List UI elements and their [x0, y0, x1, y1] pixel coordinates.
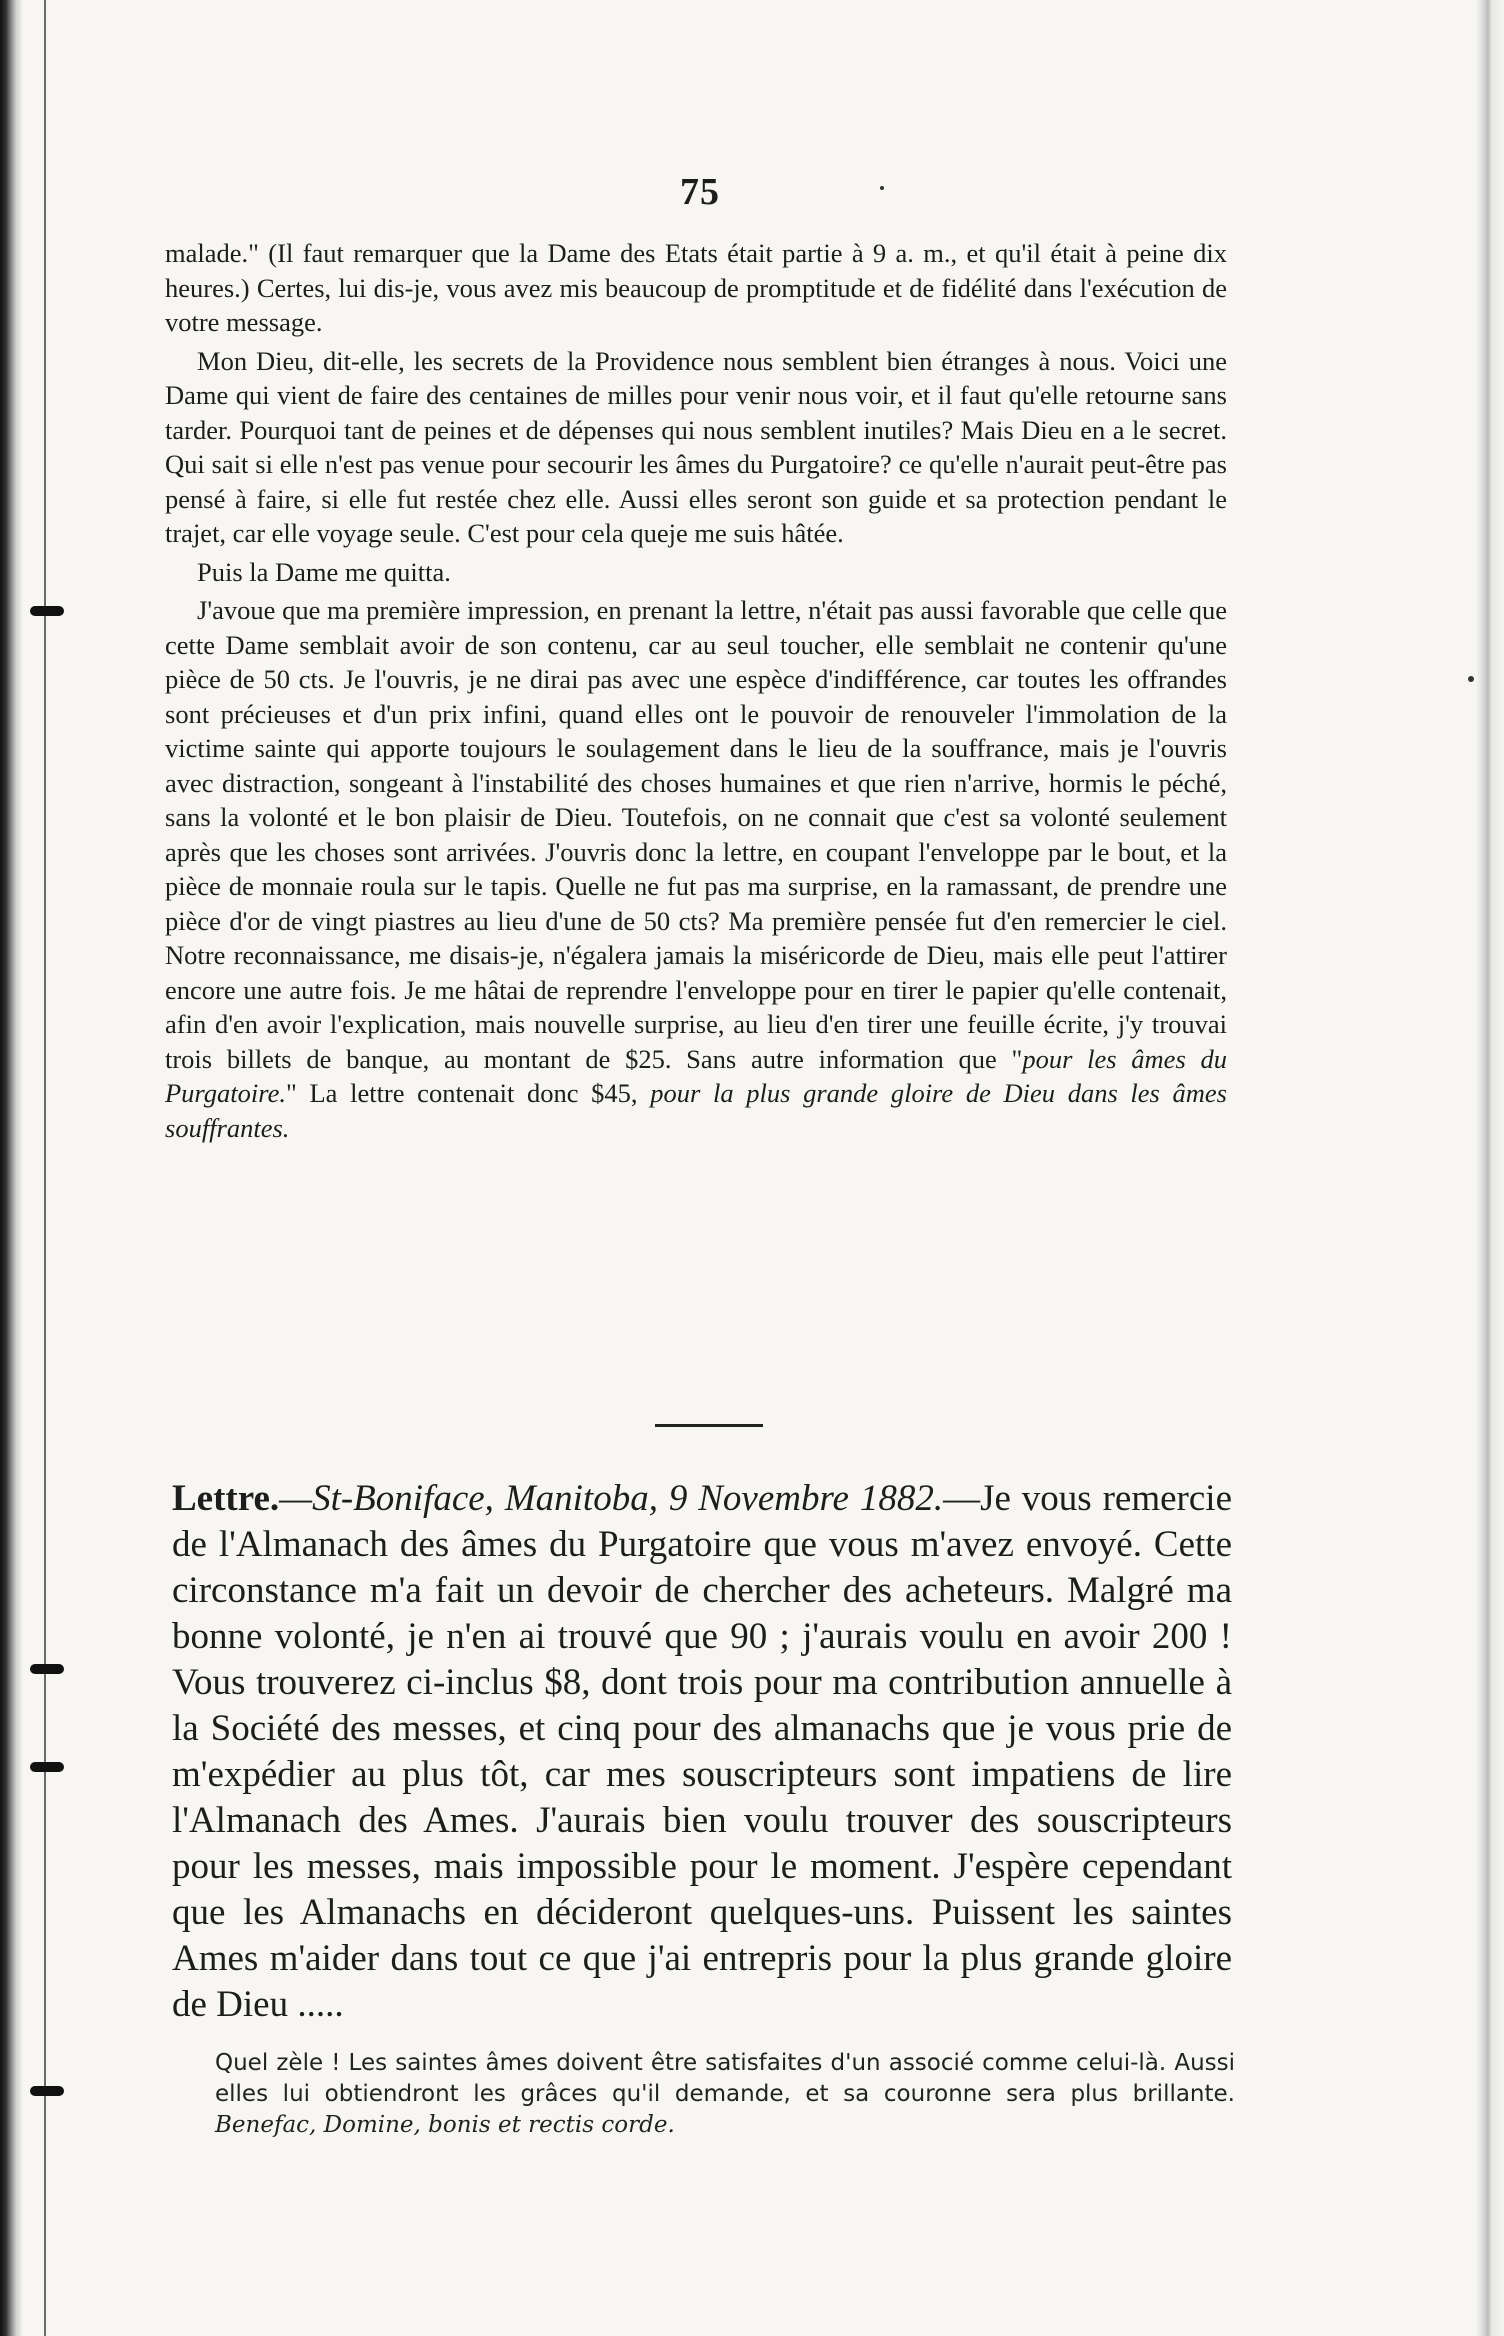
letter-dateline: —St-Boniface, Manitoba, 9 Novembre 1882.: [279, 1478, 944, 1519]
page-right-edge: [1476, 0, 1504, 2336]
paragraph-text: " La lettre contenait donc $45,: [285, 1078, 638, 1108]
paragraph: [165, 593, 1227, 1145]
paper-speck: [880, 186, 884, 190]
section-divider: [655, 1424, 763, 1427]
binding-stitch: [30, 2086, 64, 2096]
top-text-column: [165, 236, 1227, 1149]
paragraph-text: J'avoue que ma première impression, en prenant la lettre, n'était pas aussi favorable que celle que cette Dame semblait avoir de son contenu, car au seul toucher, elle semblait ne contenir qu'une pièce de 50 cts. Je l'ouvris, je ne dirai pas avec une espèce d'indifférence, car toutes les offrandes sont précieuses et d'un prix infini, quand elles ont le pouvoir de renouveler l'immolation de la victime sainte qui apporte toujours le soulagement dans le lieu de la souffrance, mais je l'ouvris avec distraction, songeant à l'instabilité des choses humaines et que rien n'arrive, hormis le péché, sans la volonté et le bon plaisir de Dieu. Toutefois, on ne connait que c'est sa volonté seulement après que les choses sont arrivées. J'ouvris donc la lettre, en coupant l'enveloppe par le bout, et la pièce de monnaie roula sur le tapis. Quelle ne fut pas ma surprise, en la ramassant, de prendre une pièce d'or de vingt piastres au lieu d'une de 50 cts? Ma première pensée fut d'en remercier le ciel. Notre reconnaissance, me disais-je, n'égalera jamais la miséricorde de Dieu, mais elle peut l'attirer encore une autre fois. Je me hâtai de reprendre l'enveloppe pour en tirer le papier qu'elle contenait, afin d'en avoir l'explication, mais nouvelle surprise, au lieu d'en tirer une feuille écrite, j'y trouvai trois billets de banque, au montant de $25. Sans autre information que ": [165, 595, 1227, 1074]
editor-comment: [215, 2048, 1235, 2141]
binding-stitch: [30, 1762, 64, 1772]
italic-phrase: pour la plus grande gloire de Dieu dans les âmes souffrantes.: [165, 1078, 1227, 1143]
book-spine-shadow: [0, 0, 22, 2336]
comment-text: Quel zèle ! Les saintes âmes doivent être satisfaites d'un associé comme celui-là. Aussi elles lui obtiendront les grâces qu'il demande, et sa couronne sera plus brillante.: [215, 2050, 1235, 2107]
paragraph: malade." (Il faut remarquer que la Dame des Etats était partie à 9 a. m., et qu'il était à peine dix heures.) Certes, lui dis-je, vous avez mis beaucoup de promptitude et de fidélité dans l'exécution de votre message.: [165, 238, 1227, 337]
paragraph: Puis la Dame me quitta.: [197, 556, 451, 587]
paper-speck: [1468, 676, 1474, 682]
paragraph: Mon Dieu, dit-elle, les secrets de la Providence nous semblent bien étranges à nous. Voici une Dame qui vient de faire des centaines de milles pour venir nous voir, et il faut qu'elle retourne sans tarder. Pourquoi tant de peines et de dépenses qui nous semblent inutiles? Mais Dieu en a le secret. Qui sait si elle n'est pas venue pour secourir les âmes du Purgatoire? ce qu'elle n'aurait peut-être pas pensé à faire, si elle fut restée chez elle. Aussi elles seront son guide et sa protection pendant le trajet, car elle voyage seule. C'est pour cela queje me suis hâtée.: [165, 345, 1227, 548]
spine-edge-line: [44, 0, 46, 2336]
letter-body: —Je vous remercie de l'Almanach des âmes du Purgatoire que vous m'avez envoyé. Cette circonstance m'a fait un devoir de chercher des acheteurs. Malgré ma bonne volonté, je n'en ai trouvé que 90 ; j'aurais voulu en avoir 200 ! Vous trouverez ci-inclus $8, dont trois pour ma contribution annuelle à la Société des messes, et cinq pour des almanachs que je vous prie de m'expédier au plus tôt, car mes souscripteurs sont impatiens de lire l'Almanach des Ames. J'aurais bien voulu trouver des souscripteurs pour les messes, mais impossible pour le moment. J'espère cependant que les Almanachs en décideront quelques-uns. Puissent les saintes Ames m'aider dans tout ce que j'ai entrepris pour la plus grande gloire de Dieu .....: [172, 1478, 1232, 2025]
letter-section: [172, 1476, 1232, 2028]
binding-stitch: [30, 1664, 64, 1674]
italic-phrase: pour les âmes du Purgatoire.: [165, 1043, 1227, 1108]
letter-heading: Lettre.: [172, 1478, 280, 1519]
binding-stitch: [30, 606, 64, 616]
page-number: 75: [680, 171, 720, 213]
latin-blessing: Benefac, Domine, bonis et rectis corde.: [215, 2112, 675, 2138]
